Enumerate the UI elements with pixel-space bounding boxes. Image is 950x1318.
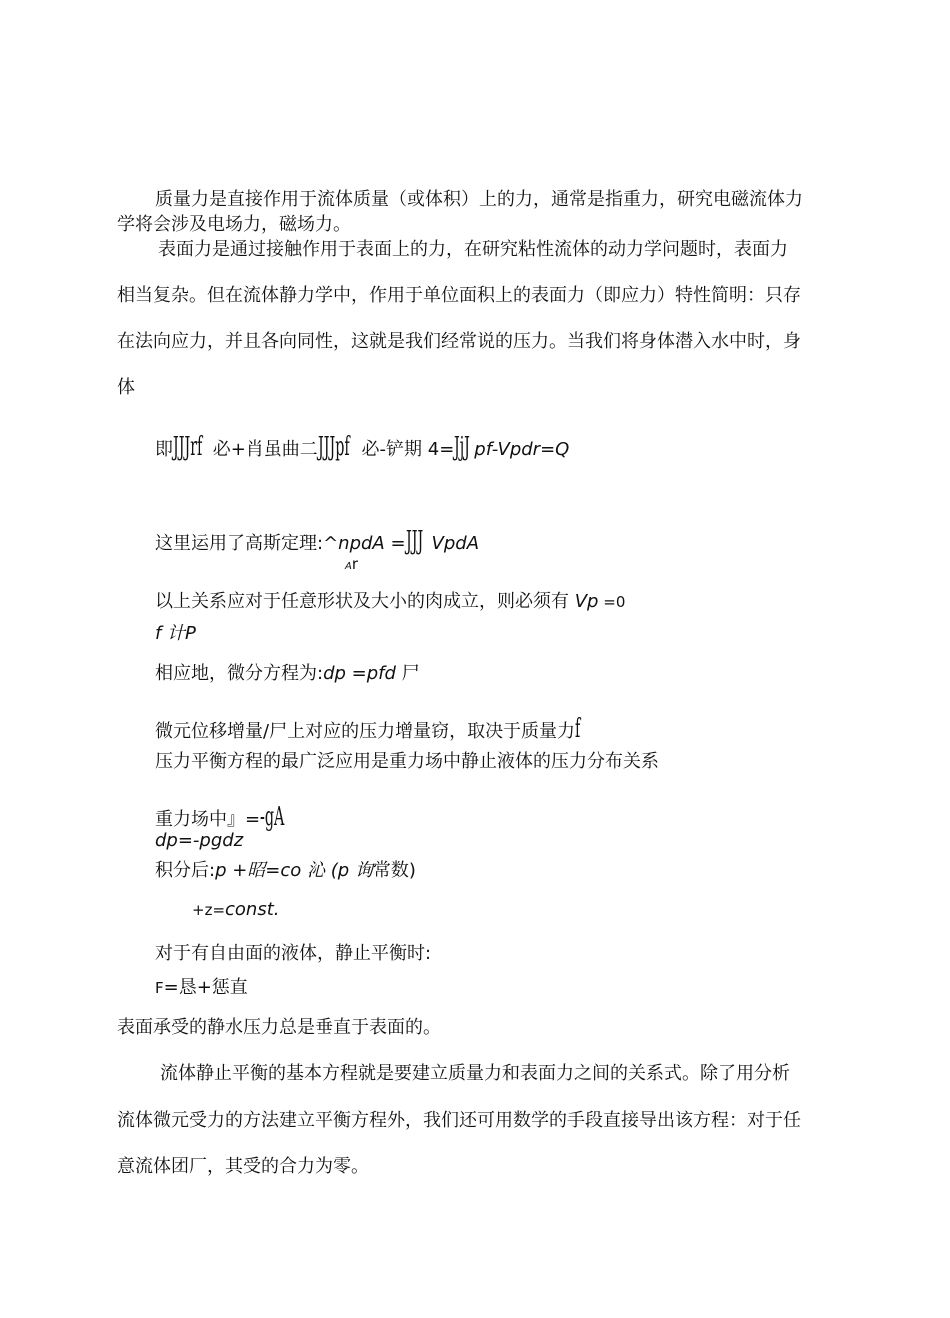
para2-line2: 相当复杂。但在流体静力学中，作用于单位面积上的表面力（即应力）特性简明：只存 [117, 285, 801, 306]
micro-displacement-line: 微元位移增量/尸上对应的压力增量窃，取决于质量力f [155, 714, 581, 744]
eq1-prefix: 即 [155, 439, 173, 460]
eq2-part1: ^npdA = [323, 533, 406, 554]
dp-equation: dp=-pgdz [155, 830, 244, 851]
para2-line1: 表面力是通过接触作用于表面上的力，在研究粘性流体的动力学问题时，表面力 [158, 239, 788, 260]
para3-line3: 意流体团厂，其受的合力为零。 [117, 1156, 369, 1177]
gravity-field-line: 重力场中』=-gA [155, 802, 285, 832]
para1-line2: 学将会涉及电场力，磁场力。 [117, 214, 351, 235]
eq2-integral: JJJ [405, 526, 423, 556]
para3-line1: 流体静止平衡的基本方程就是要建立质量力和表面力之间的关系式。除了用分析 [160, 1063, 790, 1084]
f-equation-line: F=恳+惩直 [155, 977, 248, 998]
eq1-integral-3: JjJ [454, 432, 471, 462]
integral-result-line: 积分后:p +昭=co 沁 (p 询常数) [155, 860, 416, 881]
para1-line1: 质量力是直接作用于流体质量（或体积）上的力，通常是指重力，研究电磁流体力 [155, 189, 803, 210]
para2-line4: 体 [117, 377, 135, 398]
eq1-part2: 必-铲期 4= [355, 439, 455, 460]
eq1-tail: pf-Vpdr=Q [474, 439, 570, 460]
surface-pressure-line: 表面承受的静水压力总是垂直于表面的。 [117, 1017, 441, 1038]
const-line: +z=const. [192, 899, 280, 920]
para3-line2: 流体微元受力的方法建立平衡方程外，我们还可用数学的手段直接导出该方程：对于任 [117, 1110, 801, 1131]
eq2-subscript: Ar [345, 555, 359, 573]
eq1-integral-2: JJJpf [317, 432, 350, 462]
equation-gauss [155, 526, 479, 557]
eq1-part1: 必+肖虽曲二 [207, 439, 318, 460]
free-surface-line: 对于有自由面的液体，静止平衡时: [155, 943, 432, 964]
f-p-line: f 计P [155, 623, 196, 644]
para2-line3: 在法向应力，并且各向同性，这就是我们经常说的压力。当我们将身体潜入水中时，身 [117, 331, 801, 352]
differential-equation-line: 相应地，微分方程为:dp =pfd 尸 [155, 663, 420, 684]
eq2-tail: VpdA [431, 533, 480, 554]
eq2-prefix: 这里运用了高斯定理: [155, 533, 324, 554]
eq1-integral-1: JJJrf [173, 432, 203, 462]
condition-line: 以上关系应对于任意形状及大小的肉成立，则必须有 Vp =0 [155, 591, 626, 612]
gravity-application-line: 压力平衡方程的最广泛应用是重力场中静止液体的压力分布关系 [155, 751, 659, 772]
equation-volume-integral [155, 432, 569, 463]
